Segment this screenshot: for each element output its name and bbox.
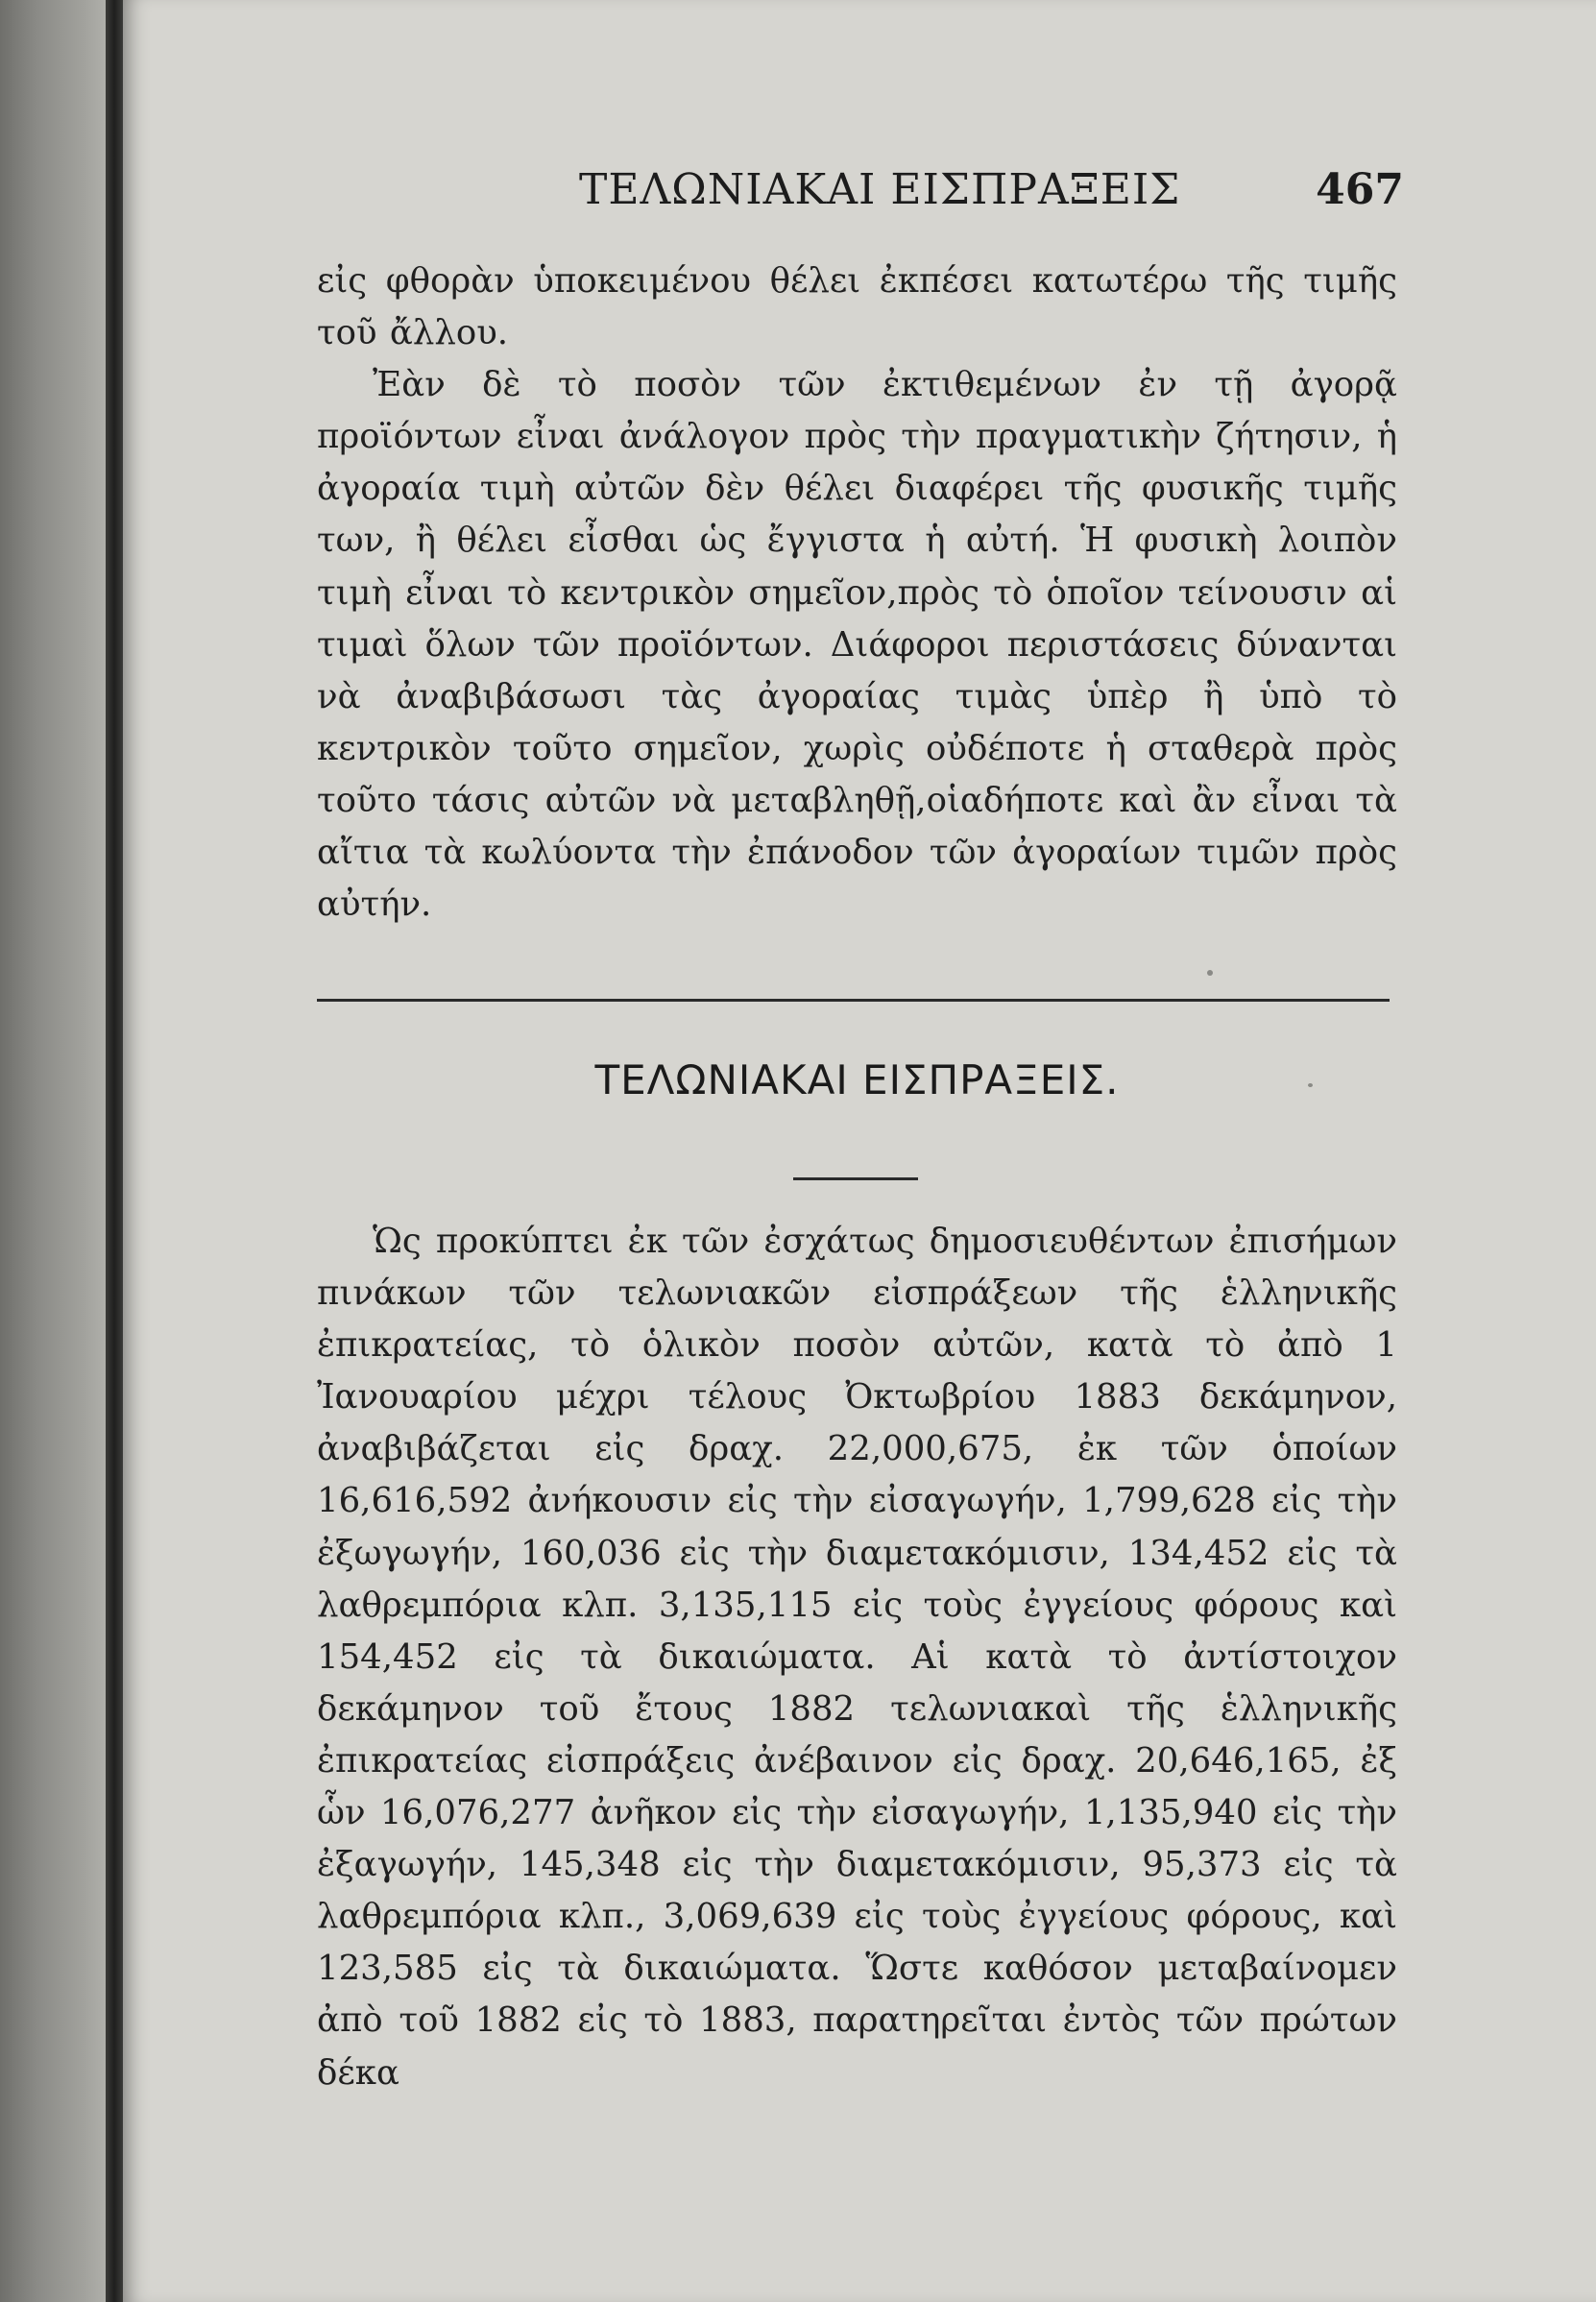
section-paragraph: Ὡς προκύπτει ἐκ τῶν ἐσχάτως δημοσιευθέντων ἐπισήμων πινάκων τῶν τελωνιακῶν εἰσπράξεων τῆς ἑλληνικῆς ἐπικρατείας, τὸ ὁλικὸν ποσὸν αὐτῶν, κατὰ τὸ ἀπὸ 1 Ἰανουαρίου μέχρι τέλους Ὀκτωβρίου 1883 δεκάμηνον, ἀναβιβάζεται εἰς δραχ. 22,000,675, ἐκ τῶν ὁποίων 16,616,592 ἀνήκουσιν εἰς τὴν εἰσαγωγήν, 1,799,628 εἰς τὴν ἐξωγωγήν, 160,036 εἰς τὴν διαμετακόμισιν, 134,452 εἰς τὰ λαθρεμπόρια κλπ. 3,135,115 εἰς τοὺς ἐγγείους φόρους καὶ 154,452 εἰς τὰ δικαιώματα. Αἱ κατὰ τὸ ἀντίστοιχον δεκάμηνον τοῦ ἔτους 1882 τελωνιακαὶ τῆς ἑλληνικῆς ἐπικρατείας εἰσπράξεις ἀνέβαινον εἰς δραχ. 20,646,165, ἐξ ὧν 16,076,277 ἀνῆκον εἰς τὴν εἰσαγωγήν, 1,135,940 εἰς τὴν ἐξαγωγήν, 145,348 εἰς τὴν διαμετακόμισιν, 95,373 εἰς τὰ λαθρεμπόρια κλπ., 3,069,639 εἰς τοὺς ἐγγείους φόρους, καὶ 123,585 εἰς τὰ δικαιώματα. Ὥστε καθόσον μεταβαίνομεν ἀπὸ τοῦ 1882 εἰς τὸ 1883, παρατηρεῖται ἐντὸς τῶν πρώτων δέκα xyxy=(317,1222,1397,2093)
paper-speck xyxy=(1207,970,1213,976)
running-title: ΤΕΛΩΝΙΑΚΑΙ ΕΙΣΠΡΑΞΕΙΣ xyxy=(579,165,1181,214)
intro-paragraph-continuation: εἰς φθορὰν ὑποκειμένου θέλει ἐκπέσει κατωτέρω τῆς τιμῆς τοῦ ἄλλου. xyxy=(317,261,1397,353)
book-spine-edge xyxy=(106,0,123,2302)
heading-underline-rule xyxy=(793,1177,918,1180)
section-heading: ΤΕΛΩΝΙΑΚΑΙ ΕΙΣΠΡΑΞΕΙΣ. xyxy=(594,1056,1120,1103)
book-gutter-shadow xyxy=(0,0,120,2302)
intro-text xyxy=(317,255,1397,931)
running-header xyxy=(315,165,1404,227)
paper-speck xyxy=(1308,1083,1313,1087)
section-body xyxy=(317,1216,1397,2099)
intro-paragraph: Ἐὰν δὲ τὸ ποσὸν τῶν ἐκτιθεμένων ἐν τῇ ἀγορᾷ προϊόντων εἶναι ἀνάλογον πρὸς τὴν πραγματικὴν ζήτησιν, ἡ ἀγοραία τιμὴ αὐτῶν δὲν θέλει διαφέρει τῆς φυσικῆς τιμῆς των, ἢ θέλει εἶσθαι ὡς ἔγγιστα ἡ αὐτή. Ἡ φυσικὴ λοιπὸν τιμὴ εἶναι τὸ κεντρικὸν σημεῖον,πρὸς τὸ ὁποῖον τείνουσιν αἱ τιμαὶ ὅλων τῶν προϊόντων. Διάφοροι περιστάσεις δύνανται νὰ ἀναβιβάσωσι τὰς ἀγοραίας τιμὰς ὑπὲρ ἢ ὑπὸ τὸ κεντρικὸν τοῦτο σημεῖον, χωρὶς οὐδέποτε ἡ σταθερὰ πρὸς τοῦτο τάσις αὐτῶν νὰ μεταβληθῇ,οἱαδήποτε καὶ ἂν εἶναι τὰ αἴτια τὰ κωλύοντα τὴν ἐπάνοδον τῶν ἀγοραίων τιμῶν πρὸς αὐτήν. xyxy=(317,365,1397,925)
section-divider-rule xyxy=(317,999,1390,1002)
page-number: 467 xyxy=(1316,165,1404,214)
